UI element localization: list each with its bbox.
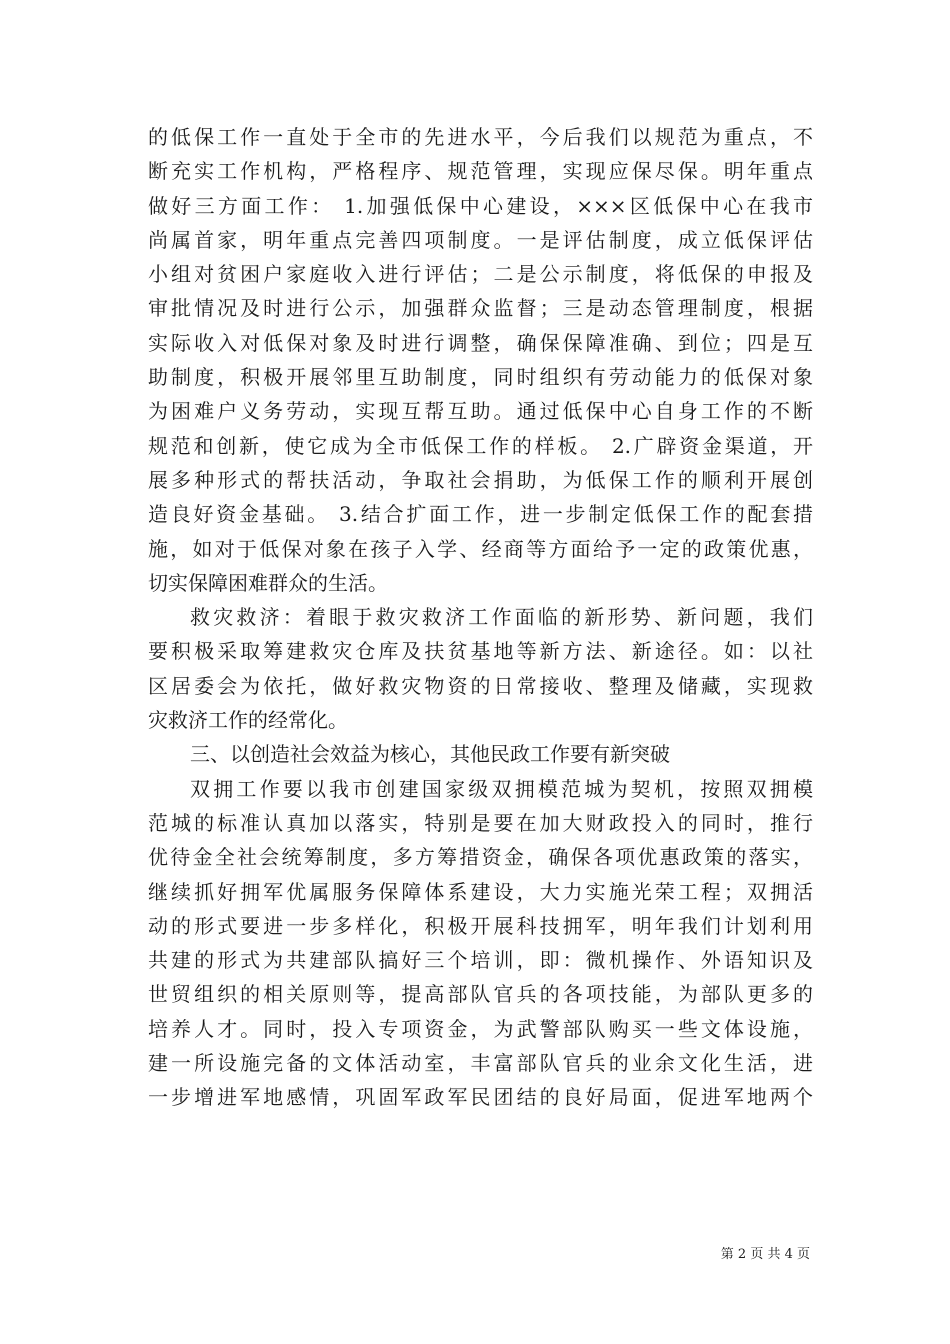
- text-line: 建一所设施完备的文体活动室，丰富部队官兵的业余文化生活，进: [148, 1051, 813, 1076]
- text-line: 施，如对于低保对象在孩子入学、经商等方面给予一定的政策优惠，: [148, 536, 813, 561]
- text-line: 共建的形式为共建部队搞好三个培训，即：微机操作、外语知识及: [148, 948, 813, 973]
- body-text: [148, 120, 813, 1115]
- page-number: 第 2 页 共 4 页: [720, 1247, 810, 1262]
- text-line: 展多种形式的帮扶活动，争取社会捐助，为低保工作的顺利开展创: [148, 467, 813, 492]
- text-line: 动的形式要进一步多样化，积极开展科技拥军，明年我们计划利用: [148, 913, 813, 938]
- text-line: 救灾救济：着眼于救灾救济工作面临的新形势、新问题，我们: [190, 605, 813, 630]
- text-line: 范城的标准认真加以落实，特别是要在加大财政投入的同时，推行: [148, 810, 813, 835]
- text-line: 规范和创新，使它成为全市低保工作的样板。 2.广辟资金渠道，开: [148, 433, 813, 458]
- text-line: 要积极采取筹建救灾仓库及扶贫基地等新方法、新途径。如：以社: [148, 639, 813, 664]
- text-line: 实际收入对低保对象及时进行调整，确保保障准确、到位；四是互: [148, 330, 813, 355]
- text-line: 灾救济工作的经常化。: [148, 708, 348, 733]
- text-line: 双拥工作要以我市创建国家级双拥模范城为契机，按照双拥模: [190, 776, 813, 801]
- text-line: 优待金全社会统筹制度，多方筹措资金，确保各项优惠政策的落实，: [148, 845, 813, 870]
- text-line: 助制度，积极开展邻里互助制度，同时组织有劳动能力的低保对象: [148, 365, 813, 390]
- text-line: 小组对贫困户家庭收入进行评估；二是公示制度，将低保的申报及: [148, 262, 813, 287]
- text-line: 审批情况及时进行公示，加强群众监督；三是动态管理制度，根据: [148, 296, 813, 321]
- text-line: 造良好资金基础。 3.结合扩面工作，进一步制定低保工作的配套措: [148, 502, 813, 527]
- section-heading: 三、以创造社会效益为核心，其他民政工作要有新突破: [190, 742, 670, 767]
- text-line: 为困难户义务劳动，实现互帮互助。通过低保中心自身工作的不断: [148, 399, 813, 424]
- text-line: 切实保障困难群众的生活。: [148, 570, 388, 595]
- text-line: 一步增进军地感情，巩固军政军民团结的良好局面，促进军地两个: [148, 1085, 813, 1110]
- text-line: 世贸组织的相关原则等，提高部队官兵的各项技能，为部队更多的: [148, 982, 813, 1007]
- text-line: 区居委会为依托，做好救灾物资的日常接收、整理及储藏，实现救: [148, 673, 813, 698]
- text-line: 断充实工作机构，严格程序、规范管理，实现应保尽保。明年重点: [148, 159, 813, 184]
- text-line: 培养人才。同时，投入专项资金，为武警部队购买一些文体设施，: [148, 1016, 813, 1041]
- text-line: 做好三方面工作： 1.加强低保中心建设，×××区低保中心在我市: [148, 193, 813, 218]
- text-line: 的低保工作一直处于全市的先进水平，今后我们以规范为重点，不: [148, 125, 813, 149]
- text-line: 尚属首家，明年重点完善四项制度。一是评估制度，成立低保评估: [148, 227, 813, 252]
- text-line: 继续抓好拥军优属服务保障体系建设，大力实施光荣工程；双拥活: [148, 879, 813, 904]
